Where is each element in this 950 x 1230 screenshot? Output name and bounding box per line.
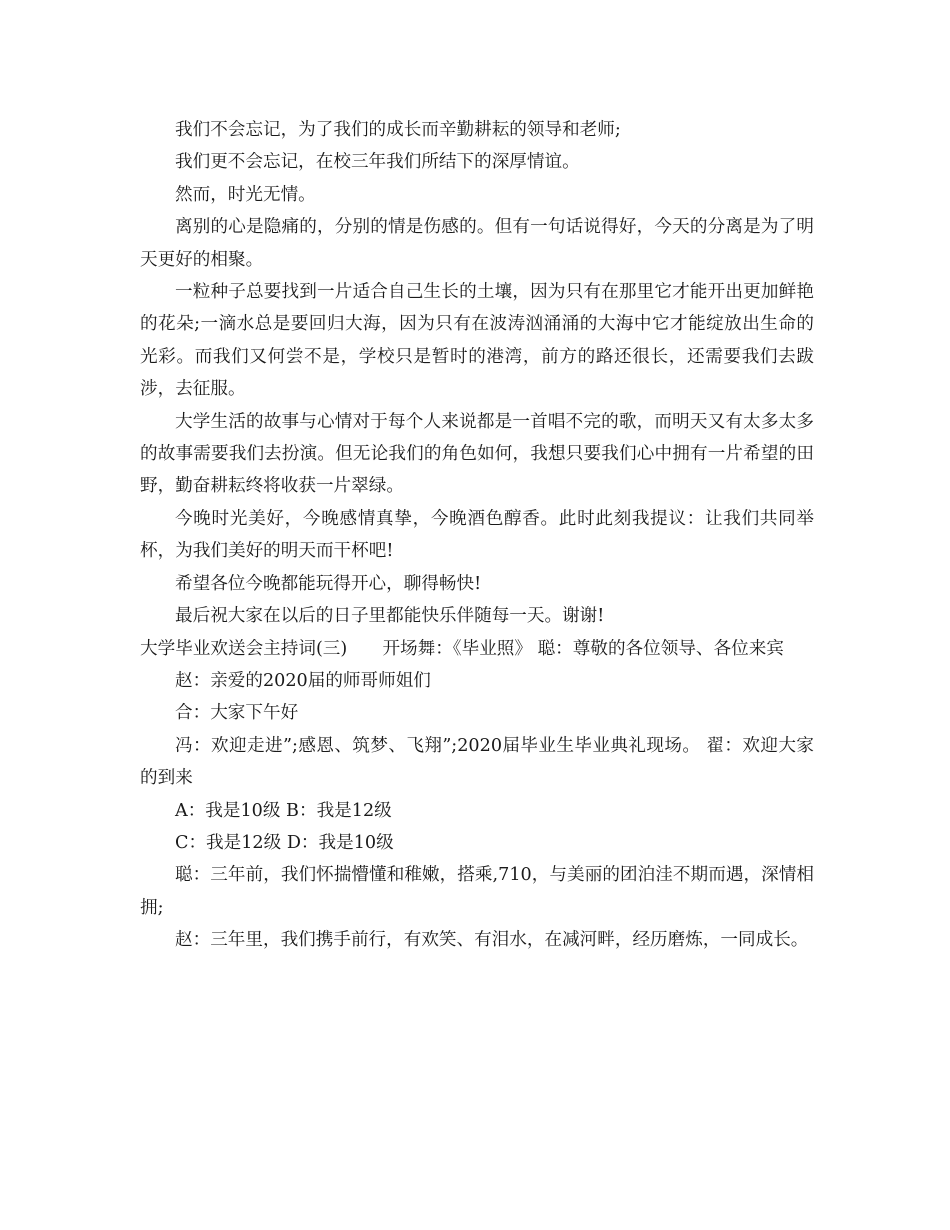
paragraph: 希望各位今晚都能玩得开心，聊得畅快! <box>175 573 482 594</box>
paragraph: 冯：欢迎走进”;感恩、筑梦、飞翔”;2020届毕业生毕业典礼现场。 翟：欢迎大家的到来 <box>140 735 814 789</box>
paragraph: C：我是12级 D：我是10级 <box>175 832 394 853</box>
paragraph: 离别的心是隐痛的，分别的情是伤感的。但有一句话说得好，今天的分离是为了明天更好的相聚。 <box>140 217 814 270</box>
paragraph: 合：大家下午好 <box>175 703 299 724</box>
paragraph: 今晚时光美好，今晚感情真挚，今晚酒色醇香。此时此刻我提议：让我们共同举杯，为我们美好的明天而干杯吧! <box>140 508 814 562</box>
document-body <box>140 114 814 957</box>
paragraph: 赵：亲爱的2020届的师哥师姐们 <box>175 670 431 691</box>
paragraph: 赵：三年里，我们携手前行，有欢笑、有泪水，在减河畔，经历磨炼，一同成长。 <box>175 930 809 951</box>
paragraph: 然而，时光无情。 <box>175 184 316 205</box>
paragraph: A：我是10级 B：我是12级 <box>175 800 392 821</box>
paragraph: 大学生活的故事与心情对于每个人来说都是一首唱不完的歌，而明天又有太多太多的故事需要我们去扮演。但无论我们的角色如何，我想只要我们心中拥有一片希望的田野，勤奋耕耘终将收获一片翠绿。 <box>140 411 814 497</box>
paragraph: 最后祝大家在以后的日子里都能快乐伴随每一天。谢谢! <box>175 606 605 627</box>
section-heading: 大学毕业欢送会主持词(三) 开场舞：《毕业照》 聪：尊敬的各位领导、各位来宾 <box>140 638 784 659</box>
paragraph: 我们不会忘记，为了我们的成长而辛勤耕耘的领导和老师; <box>175 120 621 140</box>
paragraph: 我们更不会忘记，在校三年我们所结下的深厚情谊。 <box>175 152 580 173</box>
paragraph: 聪：三年前，我们怀揣懵懂和稚嫩，搭乘,710，与美丽的团泊洼不期而遇，深情相拥; <box>140 865 814 918</box>
paragraph: 一粒种子总要找到一片适合自己生长的土壤，因为只有在那里它才能开出更加鲜艳的花朵;一滴水总是要回归大海，因为只有在波涛汹涌涌的大海中它才能绽放出生命的光彩。而我们又何尝不是，学校只是暂时的港湾，前方的路还很长，还需要我们去跋涉，去征服。 <box>140 282 814 400</box>
